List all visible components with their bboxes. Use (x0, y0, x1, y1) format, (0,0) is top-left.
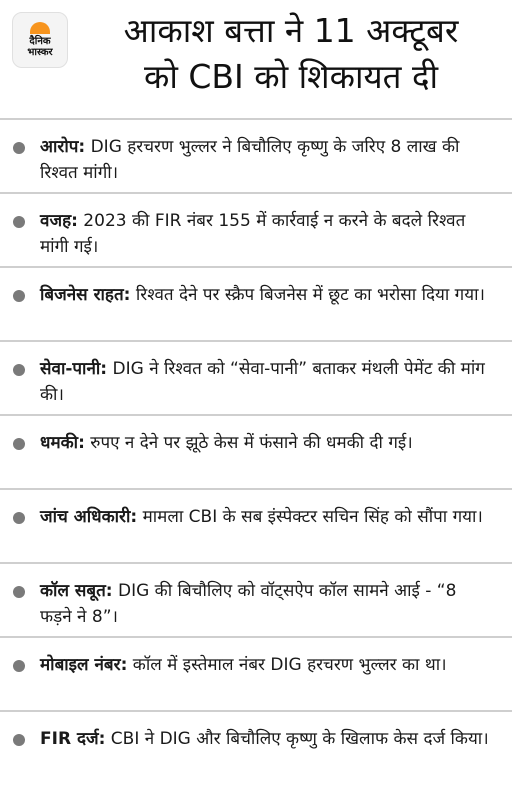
item-text: DIG हरचरण भुल्लर ने बिचौलिए कृष्णु के जरिए 8 लाख की रिश्वत मांगी। (40, 137, 460, 183)
headline (80, 8, 502, 100)
bullet-icon (13, 290, 25, 302)
brand-name-line1: दैनिक (29, 36, 51, 47)
bullet-icon (13, 364, 25, 376)
item-text: कॉल में इस्तेमाल नंबर DIG हरचरण भुल्लर का था। (127, 655, 447, 675)
headline-line1: आकाश बत्ता ने 11 अक्टूबर (123, 11, 459, 50)
bullet-icon (13, 142, 25, 154)
item-label: कॉल सबूत: (40, 581, 113, 601)
list-item (0, 118, 512, 192)
list-item (0, 414, 512, 488)
bullet-icon (13, 734, 25, 746)
facts-list (0, 118, 512, 784)
item-text: 2023 की FIR नंबर 155 में कार्रवाई न करने के बदले रिश्वत मांगी गई। (40, 211, 466, 257)
item-text: मामला CBI के सब इंस्पेक्टर सचिन सिंह को सौंपा गया। (137, 507, 483, 527)
item-label: FIR दर्ज: (40, 729, 106, 749)
list-item (0, 710, 512, 784)
sun-icon (30, 22, 50, 34)
item-text: रिश्वत देने पर स्क्रैप बिजनेस में छूट का भरोसा दिया गया। (130, 285, 485, 305)
item-label: वजह: (40, 211, 78, 231)
item-text: रुपए न देने पर झूठे केस में फंसाने की धमकी दी गई। (84, 433, 413, 453)
list-item (0, 266, 512, 340)
brand-logo (12, 12, 68, 68)
item-label: धमकी: (40, 433, 85, 453)
item-text: CBI ने DIG और बिचौलिए कृष्णु के खिलाफ केस दर्ज किया। (105, 729, 489, 749)
list-item (0, 192, 512, 266)
bullet-icon (13, 438, 25, 450)
list-item (0, 636, 512, 710)
item-label: बिजनेस राहत: (40, 285, 131, 305)
bullet-icon (13, 660, 25, 672)
item-label: आरोप: (40, 137, 86, 157)
item-label: मोबाइल नंबर: (40, 655, 128, 675)
bullet-icon (13, 512, 25, 524)
item-text: DIG की बिचौलिए को वॉट्सऐप कॉल सामने आई - “8 फड़ने ने 8”। (40, 581, 457, 627)
list-item (0, 562, 512, 636)
brand-name-line2: भास्कर (27, 47, 53, 58)
bullet-icon (13, 216, 25, 228)
header (0, 0, 512, 112)
list-item (0, 488, 512, 562)
headline-line2: को CBI को शिकायत दी (143, 57, 439, 96)
list-item (0, 340, 512, 414)
item-text: DIG ने रिश्वत को “सेवा-पानी” बताकर मंथली पेमेंट की मांग की। (40, 359, 485, 405)
item-label: जांच अधिकारी: (40, 507, 138, 527)
item-label: सेवा-पानी: (40, 359, 108, 379)
bullet-icon (13, 586, 25, 598)
